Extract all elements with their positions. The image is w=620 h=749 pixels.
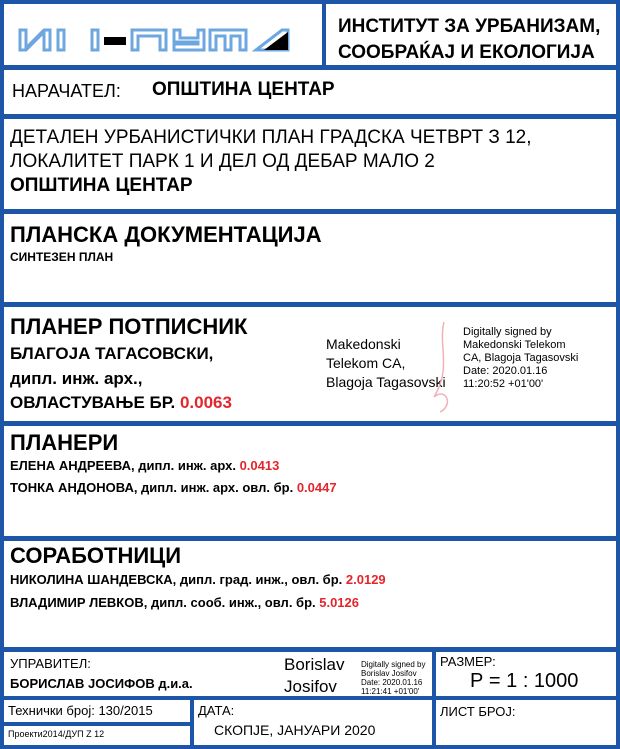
signer-box [4,307,616,421]
institute-name-line2: СООБРАЌАЈ И ЕКОЛОГИЈА [338,42,595,63]
scale-box [436,652,616,696]
signer-title: ПЛАНЕР ПОТПИСНИК [10,314,248,339]
signer-license [10,393,232,413]
mgr-sig-details-line4: 11:21:41 +01'00' [361,687,420,696]
signer-license-label: ОВЛАСТУВАЊЕ БР. [10,393,180,412]
project-box [4,119,616,209]
manager-label: УПРАВИТЕЛ: [10,656,91,671]
tech-number: Технички број: 130/2015 [8,703,153,718]
mgr-sig-name-line2: Josifov [284,677,337,696]
planners-box [4,426,616,536]
sig-details-line2: Makedonski Telekom [463,339,566,351]
date-label: ДАТА: [198,703,235,718]
planner-1 [10,458,279,473]
project-line3: ОПШТИНА ЦЕНТАР [10,175,193,196]
header-logo-box [4,4,322,65]
tech-number-box [4,700,190,722]
project-code: Проекти2014/ДУП Z 12 [8,729,105,739]
date-value: СКОПЈЕ, ЈАНУАРИ 2020 [214,722,376,738]
mgr-sig-name-line1: Borislav [284,655,345,674]
client-label: НАРАЧАТЕЛ: [12,81,121,101]
project-line1: ДЕТАЛЕН УРБАНИСТИЧКИ ПЛАН ГРАДСКА ЧЕТВРТ З 12, [10,127,532,148]
planners-title: ПЛАНЕРИ [10,430,119,455]
planner-2-text: ТОНКА АНДОНОВА, дипл. инж. арх. овл. бр. [10,480,297,495]
sig-details-line5: 11:20:52 +01'00' [463,378,544,390]
collaborator-2-number: 5.0126 [319,595,359,610]
scale-value: Р = 1 : 1000 [470,670,579,692]
signer-license-number: 0.0063 [179,393,232,412]
date-box [194,700,432,745]
sig-details-line1: Digitally signed by [463,326,552,338]
planner-1-text: ЕЛЕНА АНДРЕЕВА, дипл. инж. арх. [10,458,240,473]
sig-name-line3: Blagoja Tagasovski [326,374,446,390]
client-value: ОПШТИНА ЦЕНТАР [152,79,335,100]
signer-degree: дипл. инж. арх., [10,369,143,388]
manager-signature-details [361,660,425,696]
project-line2: ЛОКАЛИТЕТ ПАРК 1 И ДЕЛ ОД ДЕБАР МАЛО 2 [10,151,435,172]
documentation-box [4,214,616,302]
mgr-sig-details-line2: Borislav Josifov [361,669,417,678]
sig-name-line1: Makedonski [326,336,401,352]
collaborator-1-text: НИКОЛИНА ШАНДЕВСКА, дипл. град. инж., овл. бр. [10,572,346,587]
inpuma-logo [4,4,322,65]
collaborator-1-number: 2.0129 [345,572,386,587]
planner-2-number: 0.0447 [296,480,337,495]
planner-1-number: 0.0413 [239,458,280,473]
scale-label: РАЗМЕР: [440,654,496,669]
sig-details-line3: CA, Blagoja Tagasovski [463,352,579,364]
manager-box [4,652,432,696]
collaborator-2-text: ВЛАДИМИР ЛЕВКОВ, дипл. сооб. инж., овл. бр. [10,595,320,610]
collaborators-title: СОРАБОТНИЦИ [10,543,182,568]
documentation-title: ПЛАНСКА ДОКУМЕНТАЦИЈА [10,222,322,247]
manager-name: БОРИСЛАВ ЈОСИФОВ д.и.а. [10,676,193,691]
sheet-box [436,700,616,745]
sig-name-line2: Telekom CA, [326,355,406,371]
planner-2 [10,480,337,495]
collaborator-2 [10,595,359,610]
header-institute-box [326,4,616,65]
mgr-sig-details-line1: Digitally signed by [361,660,426,669]
collaborators-box [4,541,616,647]
sheet-label: ЛИСТ БРОЈ: [440,704,516,719]
signature-scribble [424,317,464,417]
collaborator-1 [10,572,386,587]
signer-name: БЛАГОЈА ТАГАСОВСКИ, [10,344,214,363]
project-code-box [4,726,190,745]
mgr-sig-details-line3: Date: 2020.01.16 [361,678,423,687]
manager-signature-name [284,654,344,696]
client-box [4,70,616,114]
documentation-subtitle: СИНТЕЗЕН ПЛАН [10,250,114,264]
sig-details-line4: Date: 2020.01.16 [463,365,548,377]
institute-name-line1: ИНСТИТУТ ЗА УРБАНИЗАМ, [338,16,601,37]
signer-signature-details [463,326,578,391]
